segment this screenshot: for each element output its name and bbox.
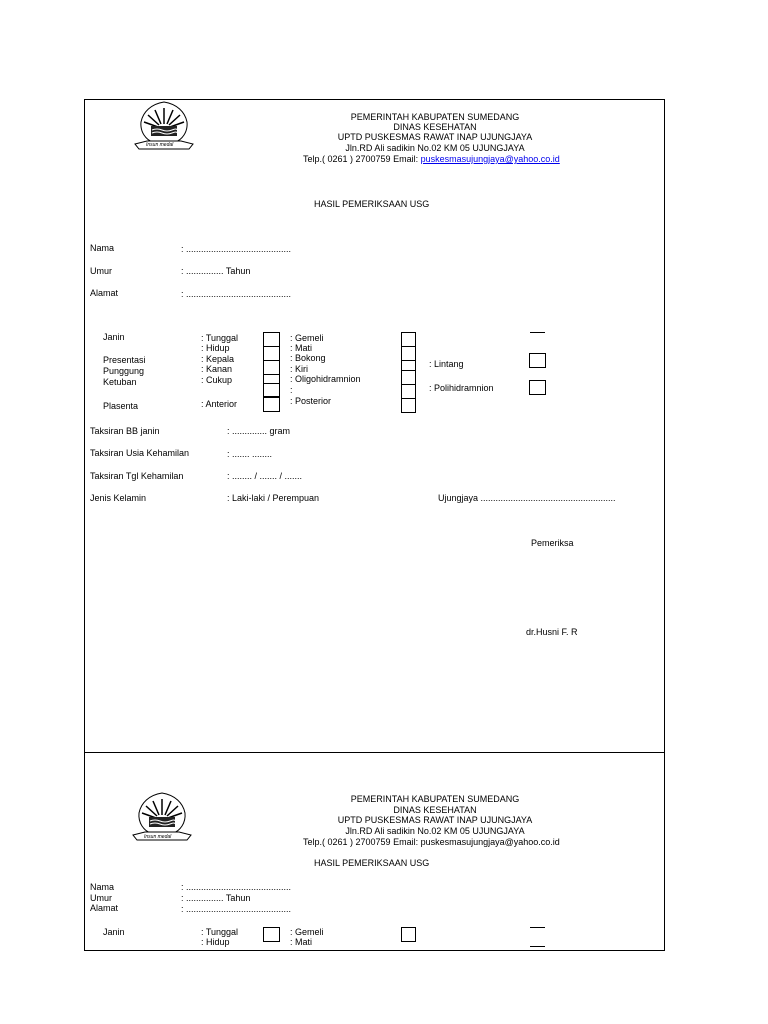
taksiran-tgl-value: : ........ / ....... / ....... [227,471,303,481]
alamat-value: : .......................................... [181,289,292,299]
option-mati: : Mati [290,343,313,353]
header-line-4: Jln.RD Ali sadikin No.02 KM 05 UJUNGJAYA [345,143,525,153]
nama-label: Nama [90,882,115,892]
checkbox-anterior[interactable] [263,397,280,412]
checkbox-tunggal[interactable] [263,332,280,347]
option-cukup: : Cukup [201,375,233,385]
email-text: puskesmasujungjaya@yahoo.co.id [420,837,560,847]
option-gemeli: : Gemeli [290,333,324,343]
header-line-3: UPTD PUSKESMAS RAWAT INAP UJUNGJAYA [337,132,533,142]
taksiran-bb-value: : .............. gram [227,426,291,436]
email-link[interactable]: puskesmasujungjaya@yahoo.co.id [420,154,560,164]
option-hidup: : Hidup [201,937,230,947]
option-blank: : [290,385,293,395]
nama-value: : .......................................... [181,244,292,254]
checkbox-posterior[interactable] [401,398,416,413]
option-anterior: : Anterior [201,399,238,409]
header-line-2: DINAS KESEHATAN [393,805,477,815]
option-polihidramnion: : Polihidramnion [429,383,494,393]
jenis-kelamin-label: Jenis Kelamin [90,493,147,503]
option-posterior: : Posterior [290,396,332,406]
header-telp: Telp.( 0261 ) 2700759 Email: [303,837,421,847]
section-divider [84,752,665,753]
plasenta-label: Plasenta [103,401,139,411]
taksiran-usia-value: : ....... ........ [227,449,273,459]
option-kanan: : Kanan [201,364,233,374]
logo-motto: Insun medal [144,834,172,840]
signature-name: dr.Husni F. R [526,627,578,637]
form-title: HASIL PEMERIKSAAN USG [314,858,430,868]
jenis-kelamin-value: : Laki-laki / Perempuan [227,493,320,503]
signature-place: Ujungjaya ...................................................... [438,493,616,503]
umur-label: Umur [90,893,112,903]
option-tunggal: : Tunggal [201,927,239,937]
option-kepala: : Kepala [201,354,235,364]
header-line-4: Jln.RD Ali sadikin No.02 KM 05 UJUNGJAYA [345,826,525,836]
checkbox-gemeli[interactable] [401,332,416,347]
header-line-3: UPTD PUSKESMAS RAWAT INAP UJUNGJAYA [337,815,533,825]
logo-motto: Insun medal [146,142,174,148]
taksiran-bb-label: Taksiran BB janin [90,426,160,436]
umur-label: Umur [90,266,112,276]
option-gemeli: : Gemeli [290,927,324,937]
taksiran-usia-label: Taksiran Usia Kehamilan [90,448,190,458]
checkbox-polihidramnion[interactable] [529,380,546,395]
option-mati: : Mati [290,937,313,947]
presentasi-label: Presentasi [103,355,146,365]
option-oligohidramnion: : Oligohidramnion [290,374,361,384]
blank-line [530,946,545,947]
checkbox-kiri[interactable] [401,370,416,385]
umur-value: : ............... Tahun [181,893,251,903]
option-bokong: : Bokong [290,353,326,363]
option-lintang: : Lintang [429,359,464,369]
header-telp: Telp.( 0261 ) 2700759 Email: [303,154,421,164]
option-kiri: : Kiri [290,364,308,374]
checkbox-cukup[interactable] [263,383,280,397]
checkbox-oligohidramnion[interactable] [401,384,416,399]
alamat-label: Alamat [90,288,119,298]
header-line-1: PEMERINTAH KABUPATEN SUMEDANG [350,794,520,804]
blank-line [530,927,545,928]
alamat-label: Alamat [90,903,119,913]
checkbox-kepala[interactable] [263,360,280,375]
janin-label: Janin [103,927,125,937]
ketuban-label: Ketuban [103,377,137,387]
umur-value: : ............... Tahun [181,266,251,276]
checkbox-hidup[interactable] [263,346,280,361]
option-tunggal: : Tunggal [201,333,239,343]
blank-line [530,332,545,333]
checkbox-gemeli[interactable] [401,927,416,942]
header-line-1: PEMERINTAH KABUPATEN SUMEDANG [350,112,520,122]
form-title: HASIL PEMERIKSAAN USG [314,199,430,209]
nama-value: : .......................................... [181,882,292,892]
nama-label: Nama [90,243,115,253]
header-contact [303,837,560,848]
header-line-2: DINAS KESEHATAN [393,122,477,132]
checkbox-tunggal[interactable] [263,927,280,942]
header-contact [303,154,560,165]
punggung-label: Punggung [103,366,145,376]
checkbox-mati[interactable] [401,346,416,361]
taksiran-tgl-label: Taksiran Tgl Kehamilan [90,471,184,481]
checkbox-lintang[interactable] [529,353,546,368]
option-hidup: : Hidup [201,343,230,353]
signature-role: Pemeriksa [531,538,574,548]
janin-label: Janin [103,332,125,342]
alamat-value: : .......................................... [181,904,292,914]
